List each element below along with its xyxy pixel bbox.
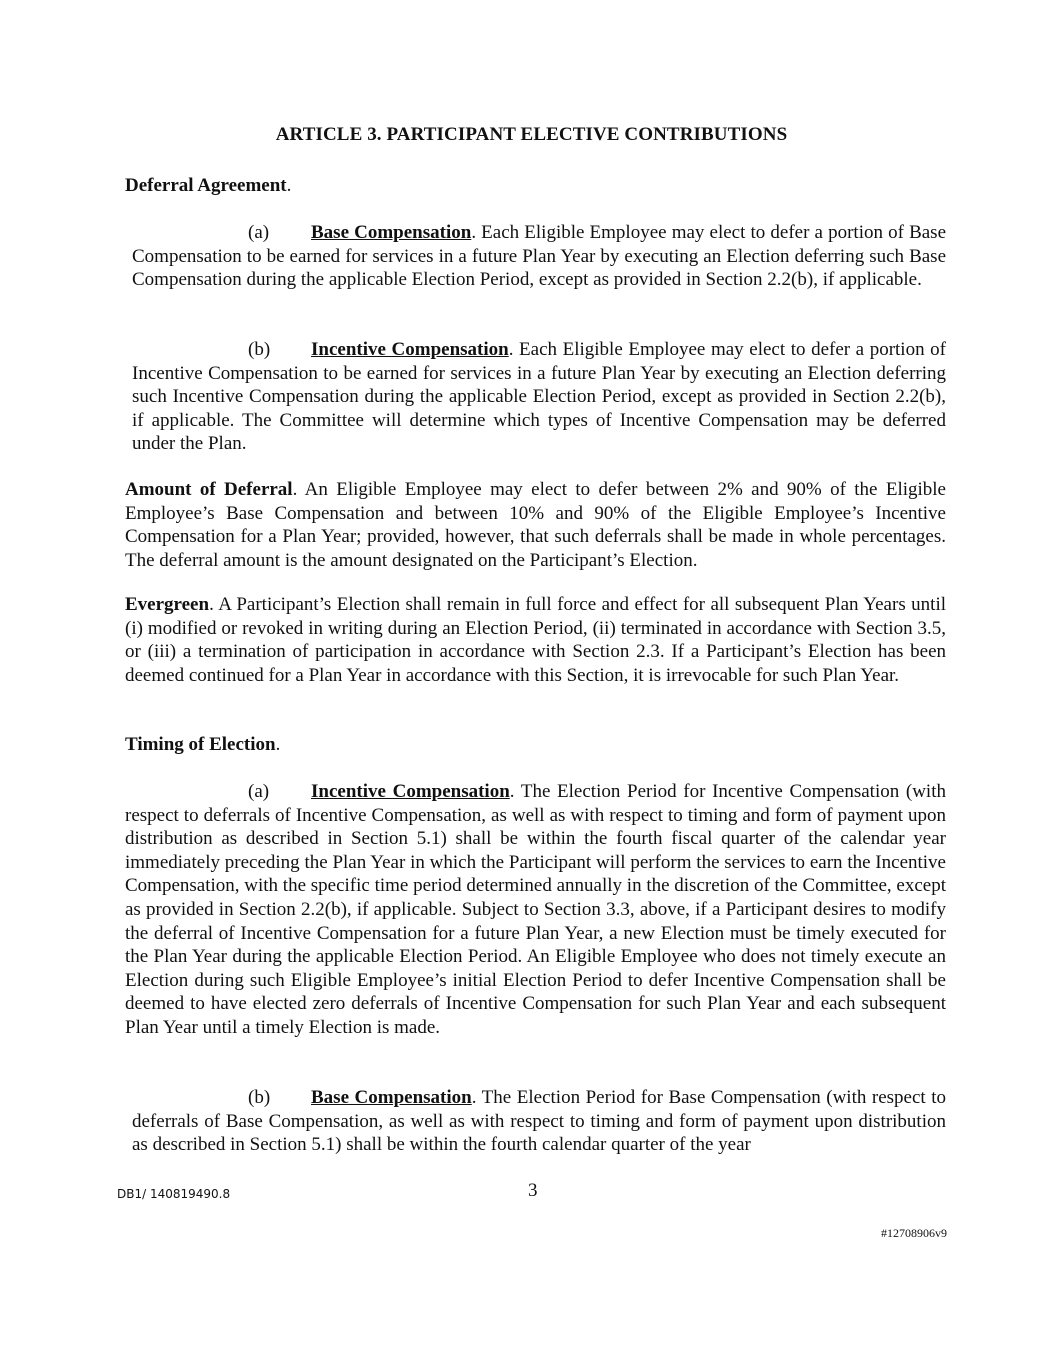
evergreen-paragraph (125, 593, 946, 687)
paragraph-title: Base Compensation (311, 1087, 472, 1108)
paragraph-label: (b) (248, 339, 271, 360)
timing-of-election-heading: Timing of Election. (125, 734, 281, 755)
paragraph-label: (a) (248, 781, 270, 802)
paragraph-text: . The Election Period for Base Compensation (with respect to deferrals of Base Compensation, as well as with respect to timing and form of payment upon distribution as described in Section 5.1) shall be within the fourth calendar quarter of the year (132, 1087, 947, 1156)
page-number: 3 (528, 1180, 538, 1201)
deferral-agreement-paragraph-a (132, 221, 946, 292)
deferral-agreement-title: Deferral Agreement (125, 175, 287, 196)
paragraph-text: . Each Eligible Employee may elect to defer a portion of Base Compensation to be earned for services in a future Plan Year by executing an Election deferring such Base Compensation during the applicable Election Period, except as provided in Section 2.2(b), if applicable. (132, 222, 946, 291)
paragraph-title: Incentive Compensation (311, 339, 509, 360)
deferral-agreement-paragraph-b (132, 338, 946, 456)
paragraph-text: . The Election Period for Incentive Compensation (with respect to deferrals of Incentive Compensation, as well as with respect to timing and form of payment upon distribution as described in Section 5.1) shall be within the fourth fiscal quarter of the calendar year immediately preceding the Plan Year in which the Participant will perform the services to earn the Incentive Compensation, with the specific time period determined annually in the discretion of the Committee, except as provided in Section 2.2(b), if applicable. Subject to Section 3.3, above, if a Participant desires to modify the deferral of Incentive Compensation for a future Plan Year, a new Election must be timely executed for the Plan Year during the applicable Election Period. An Eligible Employee who does not timely execute an Election during such Eligible Employee’s initial Election Period to defer Incentive Compensation shall be deemed to have elected zero deferrals of Incentive Compensation for such Plan Year and each subsequent Plan Year until a timely Election is made. (125, 781, 946, 1038)
version-id: #12708906v9 (881, 1226, 947, 1240)
evergreen-heading: Evergreen (125, 594, 210, 615)
deferral-agreement-heading: Deferral Agreement. (125, 175, 292, 196)
paragraph-text: . A Participant’s Election shall remain in full force and effect for all subsequent Plan Years until (i) modified or revoked in writing during an Election Period, (ii) terminated in accordance with Section 3.5, or (iii) a termination of participation in accordance with Section 2.3. If a Participant’s Election has been deemed continued for a Plan Year in accordance with this Section, it is irrevocable for such Plan Year. (125, 594, 946, 686)
timing-of-election-title: Timing of Election (125, 734, 276, 755)
paragraph-label: (a) (248, 222, 270, 243)
paragraph-text: . An Eligible Employee may elect to defer between 2% and 90% of the Eligible Employee’s Base Compensation and between 10% and 90% of the Eligible Employee’s Incentive Compensation for a Plan Year; provided, however, that such deferrals shall be made in whole percentages. The deferral amount is the amount designated on the Participant’s Election. (125, 479, 946, 571)
document-id: DB1/ 140819490.8 (117, 1187, 231, 1201)
paragraph-title: Incentive Compensation (311, 781, 510, 802)
paragraph-text: . Each Eligible Employee may elect to defer a portion of Incentive Compensation to be earned for services in a future Plan Year by executing an Election deferring such Incentive Compensation during the applicable Election Period, except as provided in Section 2.2(b), if applicable. The Committee will determine which types of Incentive Compensation may be deferred under the Plan. (132, 339, 946, 455)
amount-of-deferral-heading: Amount of Deferral (125, 479, 293, 500)
amount-of-deferral-paragraph (125, 478, 946, 572)
article-title: ARTICLE 3. PARTICIPANT ELECTIVE CONTRIBUTIONS (275, 124, 788, 145)
paragraph-label: (b) (248, 1087, 271, 1108)
timing-of-election-paragraph-b (132, 1086, 946, 1157)
paragraph-title: Base Compensation (311, 222, 472, 243)
timing-of-election-paragraph-a (125, 780, 946, 1040)
